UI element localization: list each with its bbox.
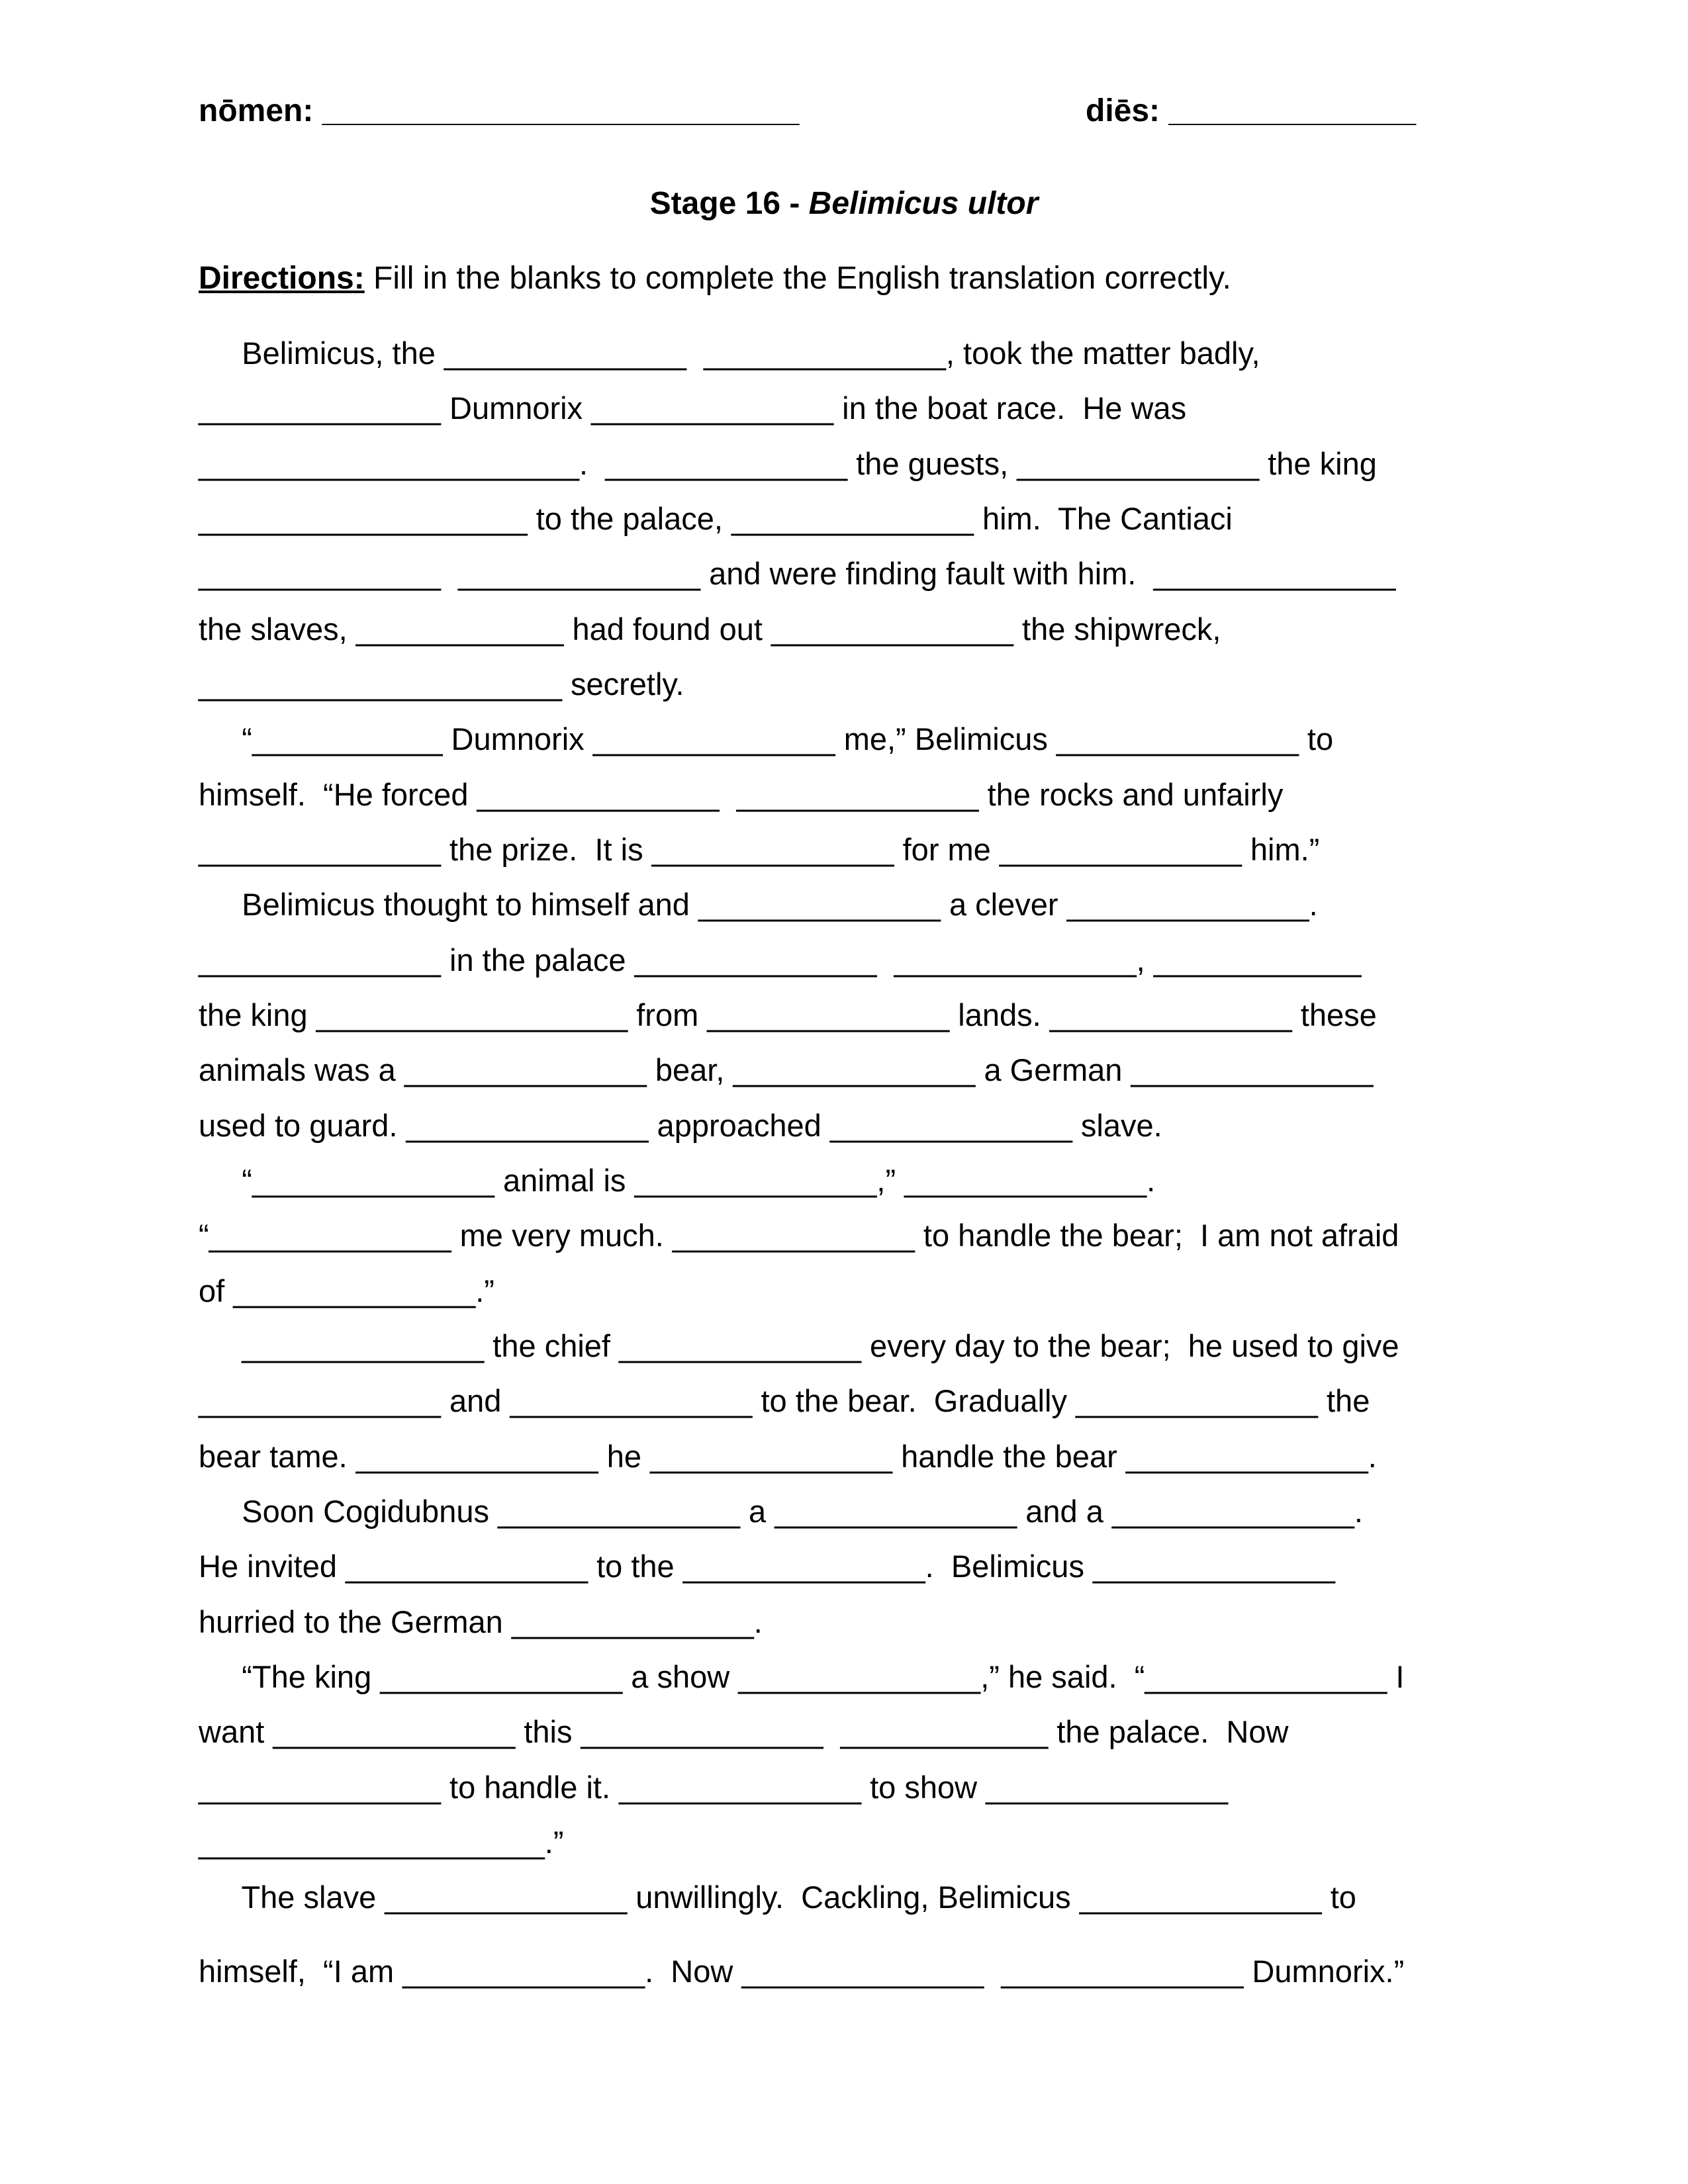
- translation-line: ____________________.”: [199, 1825, 564, 1860]
- directions: [199, 260, 1231, 296]
- translation-line: “______________ me very much. ______________ to handle the bear; I am not afraid: [199, 1218, 1399, 1253]
- translation-line: ______________ ______________ and were finding fault with him. ______________: [199, 556, 1396, 591]
- translation-line: used to guard. ______________ approached ______________ slave.: [199, 1108, 1162, 1143]
- title-separator: -: [780, 186, 809, 221]
- translation-line: ______________ and ______________ to the bear. Gradually ______________ the: [199, 1383, 1370, 1418]
- translation-line: The slave ______________ unwillingly. Cackling, Belimicus ______________ to: [199, 1880, 1356, 1915]
- translation-line: ______________ to handle it. ______________ to show ______________: [199, 1770, 1229, 1805]
- stage-number: Stage 16: [649, 186, 781, 221]
- translation-line: _____________________ secretly.: [199, 666, 684, 702]
- translation-line: ______________ Dumnorix ______________ in the boat race. He was: [199, 390, 1187, 426]
- translation-line: ______________ in the palace ______________ ______________, ____________: [199, 942, 1362, 978]
- story-title: Belimicus ultor: [808, 186, 1039, 221]
- translation-line: animals was a ______________ bear, ______________ a German ______________: [199, 1052, 1374, 1087]
- name-date-header: [199, 93, 1456, 129]
- translation-line: ______________ the chief ______________ every day to the bear; he used to give: [199, 1328, 1399, 1363]
- page-title: [0, 185, 1688, 222]
- translation-line: ______________________. ______________ the guests, ______________ the king: [199, 446, 1377, 481]
- translation-line: Belimicus, the ______________ ______________, took the matter badly,: [199, 336, 1260, 371]
- directions-text: Fill in the blanks to complete the English translation correctly.: [364, 261, 1231, 296]
- dies-blank[interactable]: ______________: [1168, 93, 1417, 128]
- translation-line: ______________ the prize. It is ______________ for me ______________ him.”: [199, 832, 1320, 867]
- translation-line: “___________ Dumnorix ______________ me,” Belimicus ______________ to: [199, 721, 1334, 756]
- nomen-label: nōmen:: [199, 93, 314, 128]
- dies-label: diēs:: [1086, 93, 1160, 128]
- translation-line: himself. “He forced ______________ ______________ the rocks and unfairly: [199, 777, 1284, 812]
- translation-line: He invited ______________ to the ______________. Belimicus ______________: [199, 1549, 1335, 1584]
- translation-line: hurried to the German ______________.: [199, 1604, 763, 1639]
- translation-line: bear tame. ______________ he ______________ handle the bear ______________.: [199, 1439, 1377, 1474]
- translation-line: Belimicus thought to himself and ______________ a clever ______________.: [199, 887, 1318, 922]
- translation-line: ___________________ to the palace, ______________ him. The Cantiaci: [199, 501, 1233, 536]
- nomen-blank[interactable]: ___________________________: [322, 93, 800, 128]
- translation-line: the king __________________ from ______________ lands. ______________ these: [199, 997, 1377, 1032]
- dies-field: [1086, 93, 1416, 129]
- translation-line: want ______________ this ______________ ____________ the palace. Now: [199, 1714, 1289, 1749]
- translation-line: of ______________.”: [199, 1273, 494, 1308]
- translation-line: “The king ______________ a show ______________,” he said. “______________ I: [199, 1659, 1405, 1694]
- directions-label: Directions:: [199, 261, 365, 296]
- translation-line: the slaves, ____________ had found out ______________ the shipwreck,: [199, 612, 1221, 647]
- translation-line: himself, “I am ______________. Now ______________ ______________ Dumnorix.”: [199, 1954, 1405, 1989]
- translation-line: Soon Cogidubnus ______________ a ______________ and a ______________.: [199, 1494, 1363, 1529]
- translation-line: “______________ animal is ______________,” ______________.: [199, 1163, 1156, 1198]
